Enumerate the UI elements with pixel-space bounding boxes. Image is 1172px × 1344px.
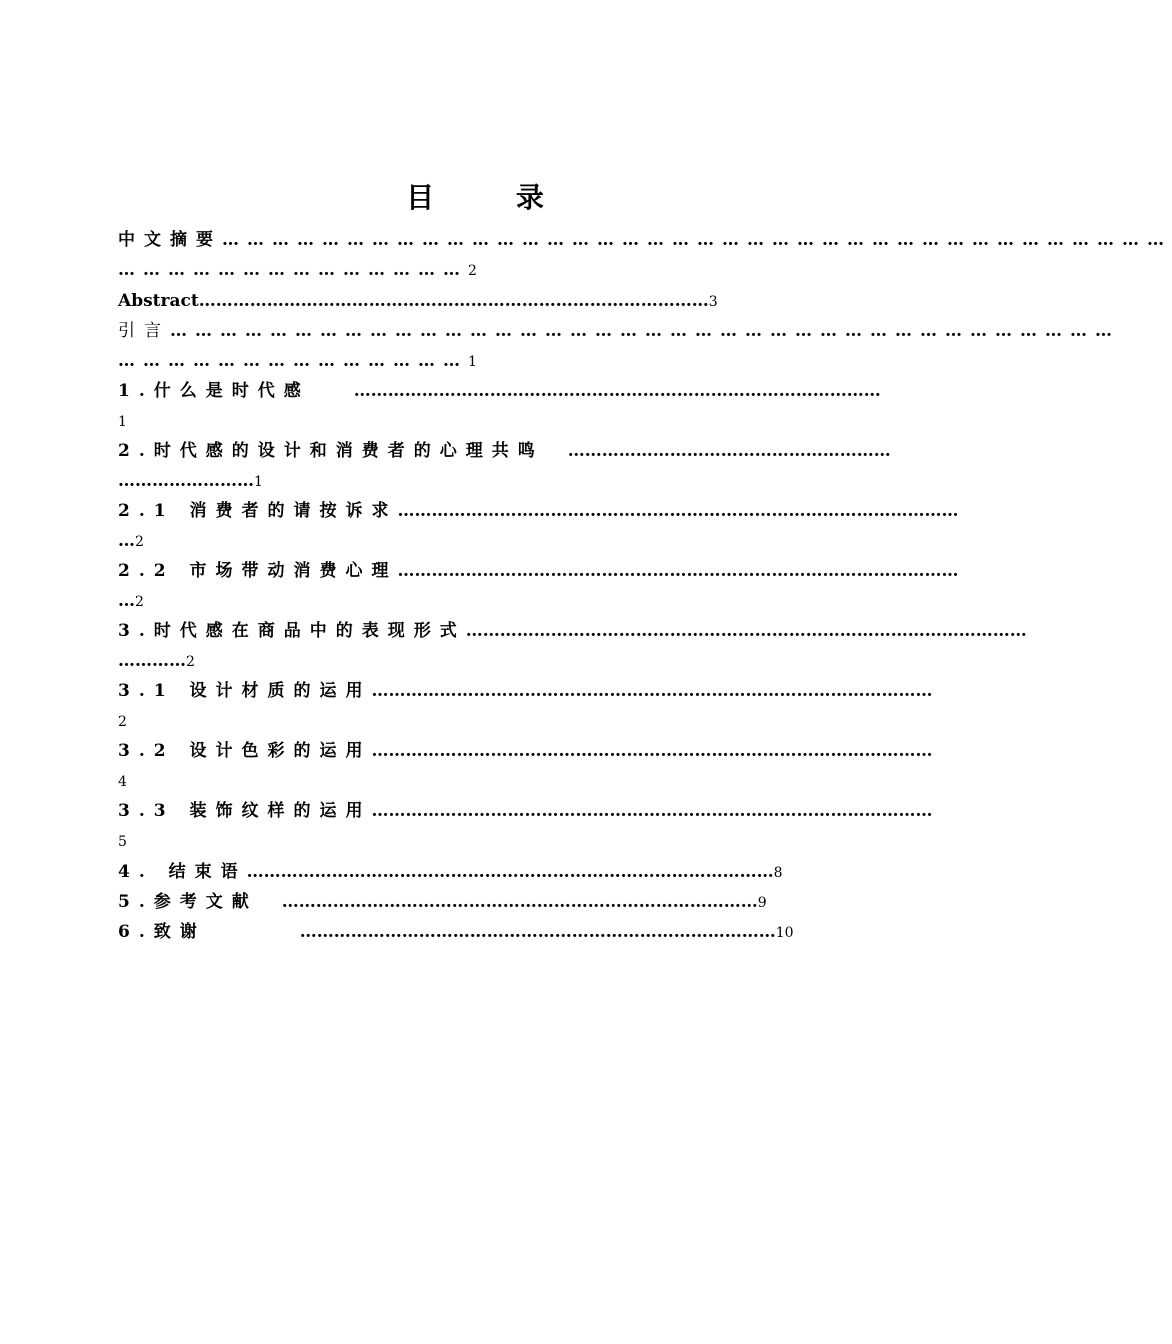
toc-entry-page: 4 <box>118 774 127 790</box>
toc-entry-introduction-continued <box>118 349 856 373</box>
toc-entry-section-5[interactable] <box>118 890 856 914</box>
toc-entry-section-4[interactable] <box>118 860 856 884</box>
toc-entry-section-2-continued <box>118 469 856 493</box>
toc-entry-label: 中文摘要 <box>118 230 222 250</box>
toc-entry-page: 1 <box>254 474 263 490</box>
toc-entry-page: 10 <box>775 925 794 941</box>
toc-entry-section-2-1-continued <box>118 529 856 553</box>
toc-entry-label: 6.致谢 <box>118 922 206 942</box>
toc-leader-dots: ……………………………………………………………………………………… <box>371 741 933 761</box>
toc-entry-page: 8 <box>773 865 783 881</box>
toc-leader-dots: ……………………………………………………………………………………… <box>371 681 933 701</box>
toc-entry-section-6[interactable] <box>118 920 856 944</box>
toc-entry-page: 9 <box>757 895 767 911</box>
toc-entry-section-3-3[interactable] <box>118 799 933 823</box>
toc-entry-label: 3.时代感在商品中的表现形式 <box>118 621 466 641</box>
toc-entry-abstract-cn[interactable] <box>118 228 1172 252</box>
toc-leader-dots: ………………………………………………………………………………… <box>246 862 774 882</box>
toc-leader-dots: …………………………………………………………………………………………………… <box>170 321 1120 341</box>
toc-leader-dots: ………………………………………………… <box>567 441 891 461</box>
toc-leader-dots: ……………………………………………………………………………………… <box>397 501 959 521</box>
toc-leader-dots: …………………………………… <box>118 260 468 280</box>
toc-leader-dots: … <box>118 591 135 611</box>
toc-entry-label: 1.什么是时代感 <box>118 381 310 401</box>
toc-entry-page: 5 <box>118 834 127 850</box>
toc-entry-section-3-2[interactable] <box>118 739 933 763</box>
toc-entry-section-2-1[interactable] <box>118 499 959 523</box>
toc-entry-section-3-1-continued <box>118 709 856 733</box>
toc-leader-dots: ……………………………………………………………………………………… <box>397 561 959 581</box>
toc-leader-dots: ……………………………………………………………………………………… <box>465 621 1027 641</box>
toc-entry-introduction[interactable] <box>118 319 1120 343</box>
toc-leader-dots: …………………………………………………………………………………………………… <box>222 230 1172 250</box>
toc-entry-section-3-2-continued <box>118 769 856 793</box>
toc-entry-label: Abstract <box>118 291 199 311</box>
toc-entry-label: 2.2 市场带动消费心理 <box>118 561 398 581</box>
toc-entry-page: 1 <box>468 354 477 370</box>
toc-entry-section-2-2-continued <box>118 589 856 613</box>
toc-leader-dots: ……………………………………………………………………………………… <box>371 801 933 821</box>
toc-leader-dots: ………… <box>118 651 186 671</box>
toc-entry-label: 4. 结束语 <box>118 862 247 882</box>
toc-entry-section-3-3-continued <box>118 829 856 853</box>
toc-leader-dots: ………………………………………………………………………… <box>299 922 776 942</box>
toc-leader-dots: …………………… <box>118 471 254 491</box>
toc-entry-section-1[interactable] <box>118 379 881 403</box>
toc-leader-dots: ………………………………………………………………………………… <box>353 381 881 401</box>
toc-entry-label: 引言 <box>118 321 170 341</box>
toc-entry-section-3[interactable] <box>118 619 1027 643</box>
toc-entry-page: 2 <box>468 263 477 279</box>
toc-entry-page: 2 <box>135 534 144 550</box>
toc-entry-section-3-continued <box>118 649 856 673</box>
toc-entry-section-2[interactable] <box>118 439 891 463</box>
toc-entry-page: 2 <box>186 654 195 670</box>
toc-entry-label: 3.3 装饰纹样的运用 <box>118 801 372 821</box>
toc-entry-page: 1 <box>118 414 127 430</box>
toc-entry-label: 3.1 设计材质的运用 <box>118 681 372 701</box>
toc-entry-abstract-en[interactable] <box>118 289 856 313</box>
toc-entry-page: 2 <box>118 714 127 730</box>
toc-entry-abstract-cn-continued <box>118 258 856 282</box>
toc-entry-label: 2.1 消费者的请按诉求 <box>118 501 398 521</box>
toc-leader-dots: … <box>118 531 135 551</box>
toc-leader-dots: ………………………………………………………………………… <box>281 892 758 912</box>
toc-leader-dots: ……………………………………………………………………………… <box>198 291 709 311</box>
toc-leader-dots: …………………………………… <box>118 351 468 371</box>
page-title: 目 录 <box>406 181 580 214</box>
toc-entry-label: 5.参考文献 <box>118 892 258 912</box>
toc-entry-section-1-continued <box>118 409 856 433</box>
toc-entry-page: 3 <box>708 294 718 310</box>
toc-entry-label: 2.时代感的设计和消费者的心理共鸣 <box>118 441 544 461</box>
toc-entry-label: 3.2 设计色彩的运用 <box>118 741 372 761</box>
toc-entry-page: 2 <box>135 594 144 610</box>
toc-entry-section-3-1[interactable] <box>118 679 933 703</box>
toc-entry-section-2-2[interactable] <box>118 559 959 583</box>
